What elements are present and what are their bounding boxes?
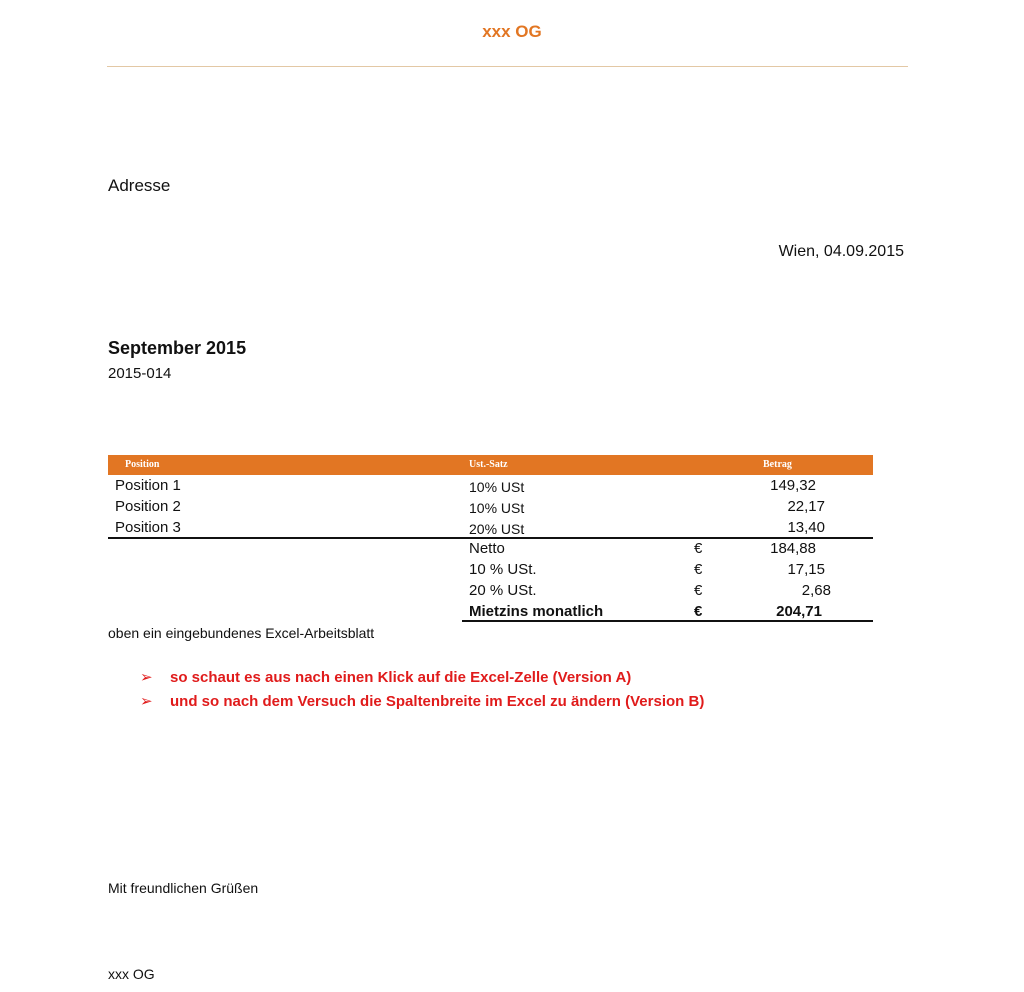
company-name: xxx OG (482, 22, 542, 41)
summary-amount: 184,88 (770, 540, 816, 557)
bullet-text: so schaut es aus nach einen Klick auf die Excel-Zelle (Version A) (170, 669, 632, 686)
summary-label: 10 % USt. (469, 561, 537, 578)
table-header[interactable] (108, 455, 873, 475)
letter-subject: September 2015 (108, 338, 247, 358)
summary-label: 20 % USt. (469, 582, 537, 599)
letter-date: Wien, 04.09.2015 (778, 243, 904, 260)
summary-currency: € (694, 582, 703, 599)
summary-label: Netto (469, 540, 505, 557)
bullet-text: und so nach dem Versuch die Spaltenbreite im Excel zu ändern (Version B) (170, 693, 705, 710)
address-line: Adresse (108, 176, 171, 195)
signature: xxx OG (108, 966, 155, 982)
summary-currency: € (694, 561, 703, 578)
excel-note: oben ein eingebundenes Excel-Arbeitsblatt (108, 625, 375, 641)
column-header-rate: Ust.-Satz (469, 459, 508, 470)
row-rate: 10% USt (469, 479, 525, 495)
total-currency: € (694, 603, 703, 620)
arrow-bullet-icon: ➢ (140, 693, 153, 710)
row-amount: 149,32 (770, 477, 816, 494)
summary-amount: 17,15 (787, 561, 825, 578)
header-divider (107, 66, 908, 67)
row-position: Position 2 (115, 498, 181, 515)
row-amount: 22,17 (787, 498, 825, 515)
summary-currency: € (694, 540, 703, 557)
row-position: Position 1 (115, 477, 181, 494)
row-rate: 10% USt (469, 500, 525, 516)
row-amount: 13,40 (787, 519, 825, 536)
row-rate: 20% USt (469, 521, 525, 537)
bullet-item (140, 668, 631, 686)
row-position: Position 3 (115, 519, 181, 536)
summary-amount: 2,68 (801, 582, 831, 599)
invoice-number: 2015-014 (108, 365, 172, 382)
closing-phrase: Mit freundlichen Grüßen (108, 880, 259, 896)
total-underline (462, 620, 873, 622)
total-amount: 204,71 (776, 603, 822, 620)
column-header-position: Position (125, 459, 160, 470)
column-header-amount: Betrag (763, 459, 792, 470)
table-divider (108, 537, 873, 539)
total-label: Mietzins monatlich (469, 603, 604, 620)
arrow-bullet-icon: ➢ (140, 669, 153, 686)
bullet-item (140, 692, 704, 710)
